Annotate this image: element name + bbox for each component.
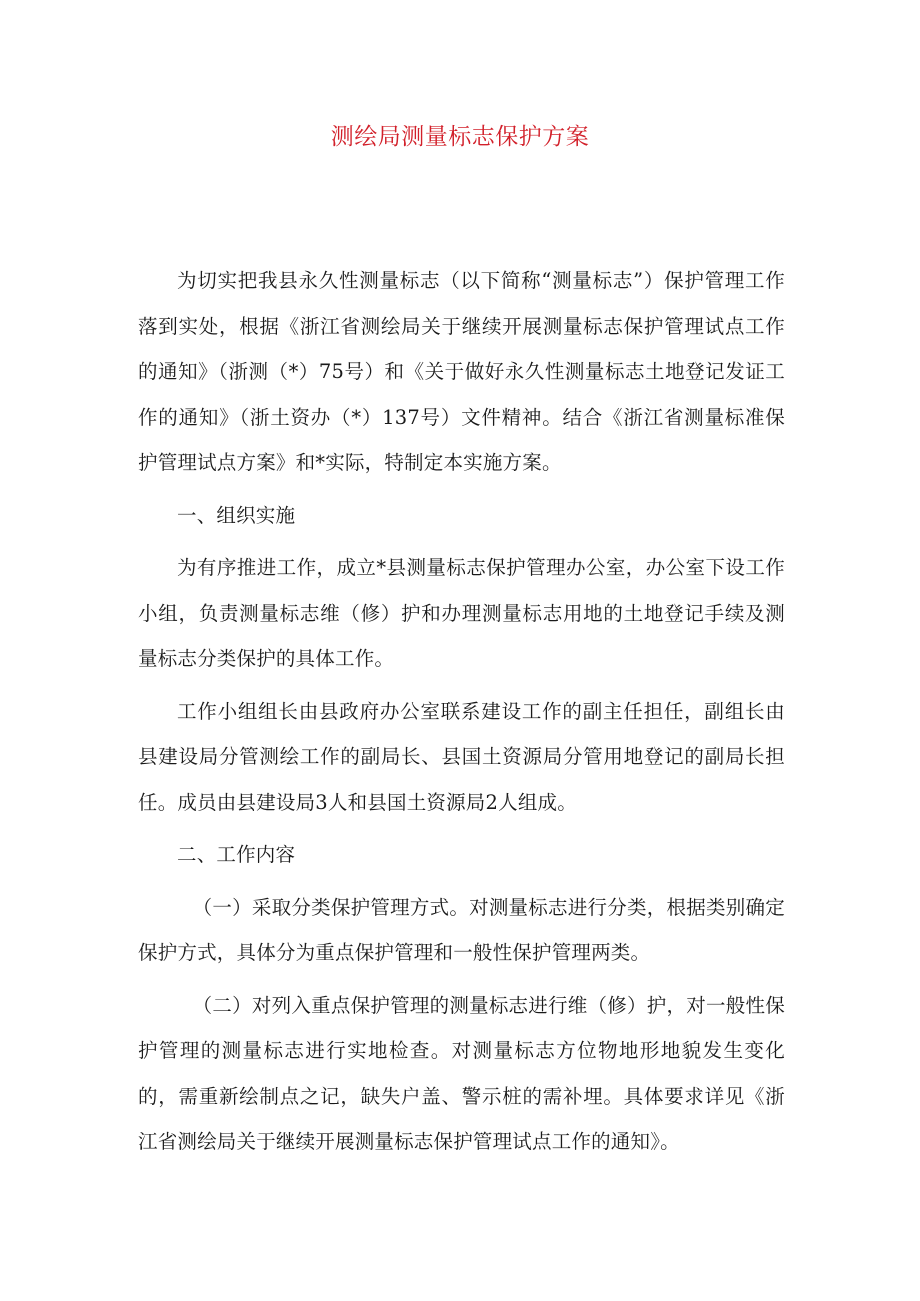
document-title: 测绘局测量标志保护方案 (330, 124, 590, 150)
organization-paragraph-2: 工作小组组长由县政府办公室联系建设工作的副主任担任，副组长由县建设局分管测绘工作的副局长、县国土资源局分管用地登记的副局长担任。成员由县建设局3人和县国土资源局2人组成。 (138, 699, 785, 814)
document-body (138, 258, 785, 1165)
intro-paragraph: 为切实把我县永久性测量标志（以下简称“测量标志”）保护管理工作落到实处，根据《浙江省测绘局关于继续开展测量标志保护管理试点工作的通知》（浙测（*）75号）和《关于做好永久性测量标志土地登记发证工作的通知》（浙土资办（*）137号）文件精神。结合《浙江省测量标准保护管理试点方案》和*实际，特制定本实施方案。 (138, 269, 785, 474)
organization-paragraph-1: 为有序推进工作，成立*县测量标志保护管理办公室，办公室下设工作小组，负责测量标志维（修）护和办理测量标志用地的土地登记手续及测量标志分类保护的具体工作。 (138, 556, 785, 670)
work-content-item-1: （一）采取分类保护管理方式。对测量标志进行分类，根据类别确定保护方式，具体分为重点保护管理和一般性保护管理两类。 (138, 895, 785, 964)
section-heading-organization: 一、组织实施 (177, 503, 296, 527)
work-content-item-2: （二）对列入重点保护管理的测量标志进行维（修）护，对一般性保护管理的测量标志进行实地检查。对测量标志方位物地形地貌发生变化的，需重新绘制点之记，缺失户盖、警示桩的需补埋。具体要求详见《浙江省测绘局关于继续开展测量标志保护管理试点工作的通知》。 (138, 993, 785, 1153)
section-heading-work-content: 二、工作内容 (177, 843, 296, 866)
